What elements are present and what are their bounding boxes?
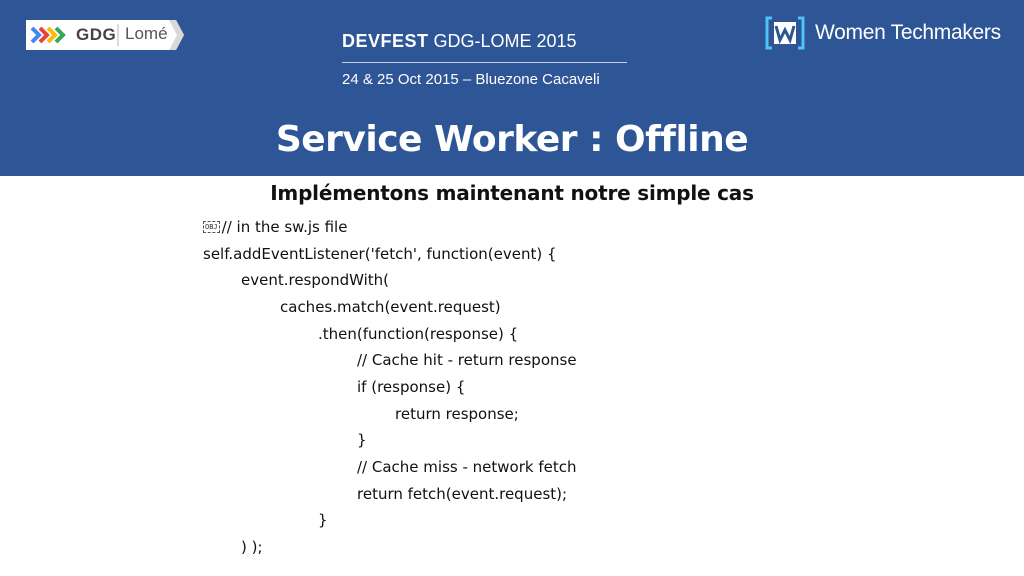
code-line: caches.match(event.request): [280, 298, 501, 316]
event-date-place: 24 & 25 Oct 2015 – Bluezone Cacaveli: [342, 71, 600, 88]
women-techmakers-label: Women Techmakers: [815, 21, 1001, 44]
code-line: }: [318, 511, 328, 529]
slide-header: [0, 0, 1024, 176]
code-line: event.respondWith(: [241, 271, 390, 289]
code-line: [203, 217, 347, 237]
code-line: if (response) {: [357, 378, 466, 396]
code-line: // Cache hit - return response: [357, 351, 577, 369]
object-placeholder-marker: OBJ: [205, 223, 218, 231]
women-techmakers-brand: [765, 16, 1015, 52]
event-divider: [342, 62, 627, 63]
slide-title: Service Worker : Offline: [275, 119, 749, 160]
gdg-city-label: Lomé: [125, 24, 168, 43]
gdg-logo-text: GDG: [76, 25, 117, 44]
code-line: }: [357, 431, 367, 449]
code-line: return fetch(event.request);: [357, 485, 568, 503]
code-line: ) );: [241, 538, 263, 556]
gdg-lome-badge: [26, 20, 184, 50]
event-title: [342, 31, 682, 52]
code-line-text: // in the sw.js file: [221, 218, 348, 236]
event-title-rest: GDG-LOME 2015: [428, 31, 577, 51]
code-line: // Cache miss - network fetch: [357, 458, 577, 476]
women-techmakers-logo-icon: [765, 16, 805, 50]
code-line: self.addEventListener('fetch', function(event) {: [203, 245, 557, 263]
code-line: return response;: [395, 405, 519, 423]
code-line: .then(function(response) {: [318, 325, 519, 343]
slide-subtitle: Implémentons maintenant notre simple cas: [270, 181, 754, 205]
event-title-bold: DEVFEST: [342, 31, 429, 51]
